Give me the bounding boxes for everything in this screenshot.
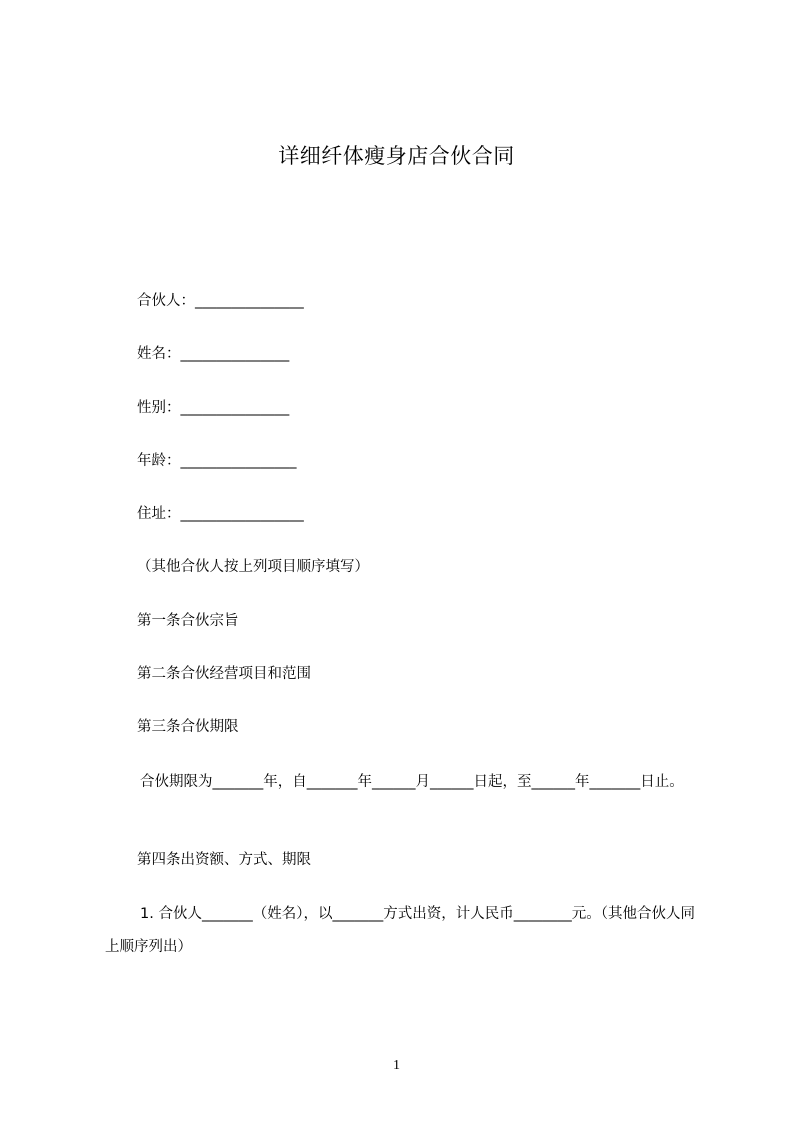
name-field: 姓名：_______________	[137, 346, 290, 362]
document-title: 详细纤体瘦身店合伙合同	[278, 144, 515, 168]
article-3-heading: 第三条合伙期限	[137, 719, 239, 735]
gender-field: 性别：_______________	[137, 400, 290, 416]
partner-field: 合伙人：_______________	[137, 293, 304, 309]
article-4-item-1-paragraph: 1. 合伙人_______（姓名），以_______方式出资，计人民币________元。（其他合伙人同上顺序列出）	[105, 906, 695, 955]
page-number: 1	[393, 1058, 400, 1073]
age-field: 年龄：________________	[137, 453, 297, 469]
partner-fill-note: （其他合伙人按上列项目顺序填写）	[137, 559, 369, 575]
article-3-paragraph: 合伙期限为_______年，自_______年______月______日起，至______年_______日止。	[140, 774, 684, 790]
article-4-heading: 第四条出资额、方式、期限	[137, 852, 311, 868]
article-2-heading: 第二条合伙经营项目和范围	[137, 666, 311, 682]
article-1-heading: 第一条合伙宗旨	[137, 613, 239, 629]
address-field: 住址：_________________	[137, 506, 304, 522]
